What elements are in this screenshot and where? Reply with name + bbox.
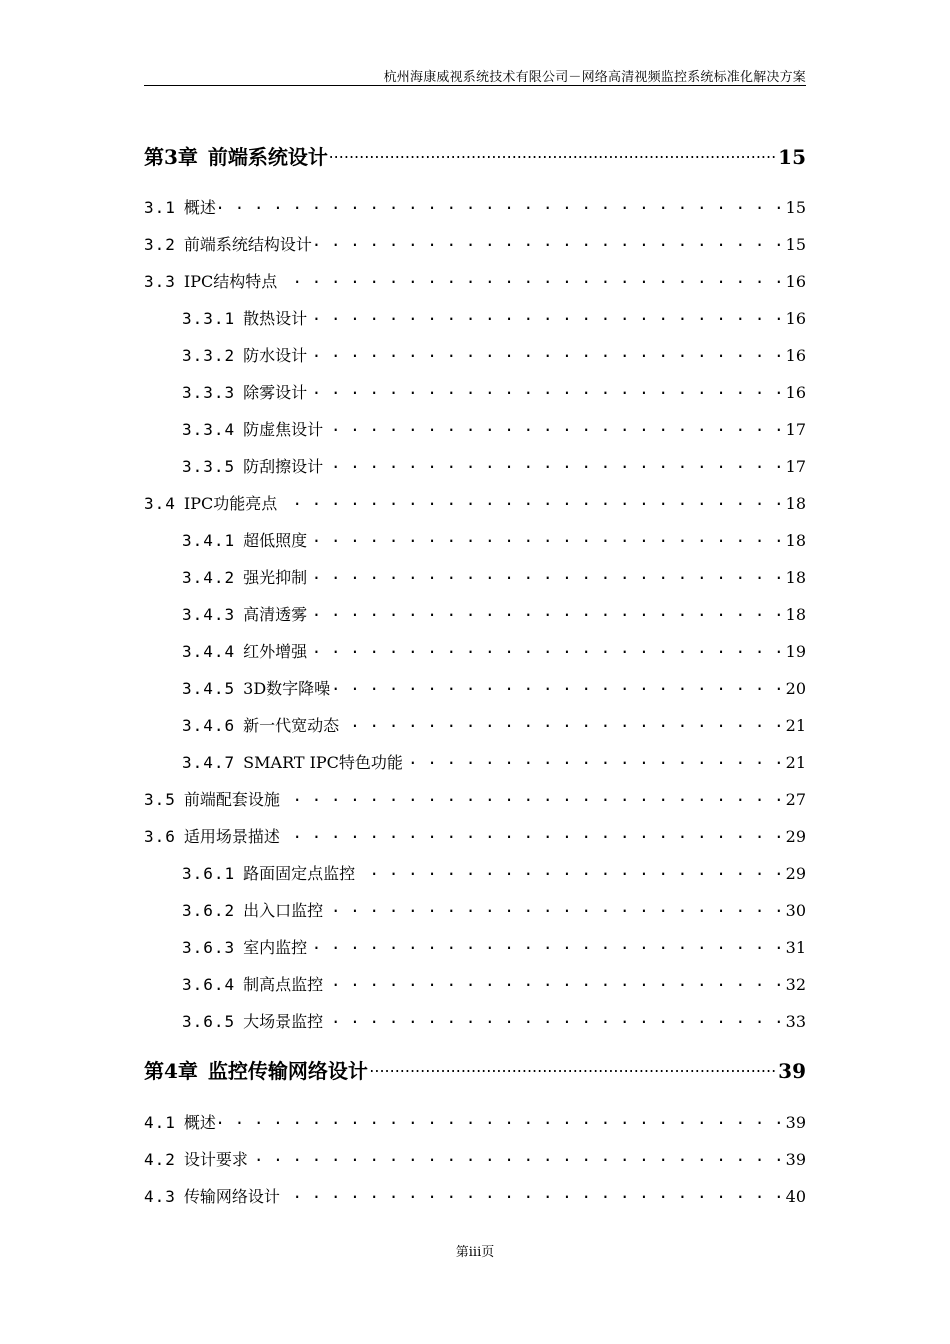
- toc-entry-number: 3.4.5: [182, 679, 236, 698]
- toc-dot-leader: [218, 197, 784, 213]
- toc-entry-subsection[interactable]: [182, 306, 806, 330]
- toc-entry-page-number: 18: [785, 568, 806, 587]
- toc-entry-page-number: 32: [785, 975, 806, 994]
- toc-dot-leader: [309, 604, 783, 620]
- toc-dot-leader: [309, 530, 783, 546]
- toc-entry-subsection[interactable]: [182, 898, 806, 922]
- header-divider: [144, 85, 806, 86]
- toc-dot-leader: [370, 1058, 776, 1078]
- toc-entry-page-number: 30: [785, 901, 806, 920]
- toc-entry-title: 超低照度: [243, 531, 308, 550]
- toc-entry-number: 3.4.7: [182, 753, 236, 772]
- toc-entry-chapter[interactable]: [144, 141, 806, 171]
- toc-entry-page-number: 18: [785, 531, 806, 550]
- toc-entry-section[interactable]: [144, 1147, 806, 1171]
- toc-entry-page-number: 21: [785, 716, 806, 735]
- toc-entry-title: 监控传输网络设计: [207, 1059, 368, 1083]
- toc-entry-number: 3.6.1: [182, 864, 236, 883]
- toc-entry-title: 前端系统结构设计: [183, 235, 312, 254]
- toc-dot-leader: [279, 493, 783, 509]
- toc-entry-subsection[interactable]: [182, 454, 806, 478]
- toc-entry-title: 防刮擦设计: [243, 457, 324, 476]
- toc-entry-page-number: 39: [785, 1113, 806, 1132]
- toc-dot-leader: [309, 937, 783, 953]
- toc-entry-page-number: 27: [785, 790, 806, 809]
- toc-entry-title: SMART IPC特色功能: [243, 753, 403, 772]
- page-number-footer: 第iii页: [455, 1245, 495, 1260]
- toc-entry-page-number: 33: [785, 1012, 806, 1031]
- toc-entry-number: 4.1: [144, 1113, 176, 1132]
- toc-dot-leader: [250, 1149, 784, 1165]
- toc-dot-leader: [325, 900, 783, 916]
- toc-entry-section[interactable]: [144, 232, 806, 256]
- toc-dot-leader: [282, 826, 784, 842]
- toc-entry-page-number: 15: [785, 198, 806, 217]
- toc-entry-page-number: 16: [785, 383, 806, 402]
- toc-entry-subsection[interactable]: [182, 528, 806, 552]
- toc-entry-title: IPC结构特点: [183, 272, 278, 291]
- toc-entry-number: 3.4.6: [182, 716, 236, 735]
- toc-entry-subsection[interactable]: [182, 935, 806, 959]
- toc-entry-page-number: 16: [785, 309, 806, 328]
- toc-dot-leader: [325, 974, 783, 990]
- toc-entry-subsection[interactable]: [182, 972, 806, 996]
- toc-entry-subsection[interactable]: [182, 602, 806, 626]
- toc-entry-number: 3.3.1: [182, 309, 236, 328]
- toc-dot-leader: [341, 715, 783, 731]
- toc-entry-title: 概述: [183, 198, 216, 217]
- toc-entry-chapter[interactable]: [144, 1055, 806, 1085]
- toc-dot-leader: [282, 789, 784, 805]
- toc-entry-page-number: 29: [785, 864, 806, 883]
- toc-entry-title: 传输网络设计: [183, 1187, 280, 1206]
- toc-entry-section[interactable]: [144, 824, 806, 848]
- toc-dot-leader: [218, 1112, 784, 1128]
- toc-entry-number: 3.6.5: [182, 1012, 236, 1031]
- toc-entry-title: IPC功能亮点: [183, 494, 278, 513]
- toc-entry-page-number: 16: [785, 272, 806, 291]
- toc-entry-subsection[interactable]: [182, 565, 806, 589]
- toc-entry-page-number: 15: [785, 235, 806, 254]
- toc-entry-number: 3.2: [144, 235, 176, 254]
- toc-entry-section[interactable]: [144, 269, 806, 293]
- toc-entry-page-number: 21: [785, 753, 806, 772]
- toc-dot-leader: [309, 567, 783, 583]
- toc-entry-number: 3.3.3: [182, 383, 236, 402]
- toc-entry-number: 第4章: [144, 1059, 198, 1083]
- toc-entry-subsection[interactable]: [182, 676, 806, 700]
- toc-entry-subsection[interactable]: [182, 343, 806, 367]
- toc-entry-number: 3.4.2: [182, 568, 236, 587]
- toc-entry-title: 前端系统设计: [207, 145, 328, 169]
- toc-dot-leader: [330, 144, 776, 164]
- toc-entry-number: 3.3.4: [182, 420, 236, 439]
- toc-entry-subsection[interactable]: [182, 713, 806, 737]
- toc-entry-subsection[interactable]: [182, 861, 806, 885]
- toc-entry-section[interactable]: [144, 1110, 806, 1134]
- toc-entry-number: 3.6.4: [182, 975, 236, 994]
- toc-entry-number: 3.4.4: [182, 642, 236, 661]
- toc-dot-leader: [357, 863, 783, 879]
- toc-entry-title: 除雾设计: [243, 383, 308, 402]
- toc-entry-page-number: 17: [785, 457, 806, 476]
- toc-entry-title: 强光抑制: [243, 568, 308, 587]
- toc-dot-leader: [325, 456, 783, 472]
- toc-entry-number: 3.4.1: [182, 531, 236, 550]
- toc-entry-title: 制高点监控: [243, 975, 324, 994]
- toc-entry-page-number: 40: [785, 1187, 806, 1206]
- toc-entry-title: 室内监控: [243, 938, 308, 957]
- toc-dot-leader: [309, 641, 783, 657]
- toc-entry-title: 大场景监控: [243, 1012, 324, 1031]
- toc-entry-number: 3.3.5: [182, 457, 236, 476]
- toc-entry-page-number: 31: [785, 938, 806, 957]
- toc-entry-title: 防水设计: [243, 346, 308, 365]
- toc-entry-page-number: 20: [785, 679, 806, 698]
- toc-entry-subsection[interactable]: [182, 417, 806, 441]
- toc-entry-title: 路面固定点监控: [243, 864, 356, 883]
- toc-entry-subsection[interactable]: [182, 1009, 806, 1033]
- toc-entry-page-number: 15: [778, 145, 806, 169]
- toc-entry-number: 4.3: [144, 1187, 176, 1206]
- toc-entry-subsection[interactable]: [182, 750, 806, 774]
- toc-entry-number: 3.5: [144, 790, 176, 809]
- toc-entry-subsection[interactable]: [182, 639, 806, 663]
- toc-entry-title: 红外增强: [243, 642, 308, 661]
- toc-entry-number: 3.4: [144, 494, 176, 513]
- toc-entry-number: 第3章: [144, 145, 198, 169]
- running-header: 杭州海康威视系统技术有限公司－网络高清视频监控系统标准化解决方案: [383, 70, 806, 85]
- toc-entry-title: 高清透雾: [243, 605, 308, 624]
- toc-entry-page-number: 29: [785, 827, 806, 846]
- toc-entry-page-number: 19: [785, 642, 806, 661]
- toc-dot-leader: [332, 678, 783, 694]
- toc-entry-section[interactable]: [144, 195, 806, 219]
- toc-entry-number: 3.3: [144, 272, 176, 291]
- toc-entry-section[interactable]: [144, 787, 806, 811]
- toc-dot-leader: [314, 234, 784, 250]
- toc-entry-title: 概述: [183, 1113, 216, 1132]
- toc-entry-title: 前端配套设施: [183, 790, 280, 809]
- toc-dot-leader: [325, 419, 783, 435]
- toc-entry-page-number: 18: [785, 494, 806, 513]
- toc-entry-page-number: 16: [785, 346, 806, 365]
- toc-entry-title: 新一代宽动态: [243, 716, 340, 735]
- toc-entry-number: 3.6.3: [182, 938, 236, 957]
- toc-entry-title: 散热设计: [243, 309, 308, 328]
- toc-entry-number: 4.2: [144, 1150, 176, 1169]
- toc-entry-title: 出入口监控: [243, 901, 324, 920]
- toc-entry-page-number: 18: [785, 605, 806, 624]
- toc-entry-number: 3.6: [144, 827, 176, 846]
- toc-entry-page-number: 17: [785, 420, 806, 439]
- toc-entry-title: 3D数字降噪: [243, 679, 331, 698]
- toc-entry-number: 3.3.2: [182, 346, 236, 365]
- toc-entry-number: 3.4.3: [182, 605, 236, 624]
- toc-entry-page-number: 39: [778, 1059, 806, 1083]
- toc-dot-leader: [325, 1011, 783, 1027]
- toc-dot-leader: [309, 382, 783, 398]
- toc-dot-leader: [309, 308, 783, 324]
- toc-entry-number: 3.6.2: [182, 901, 236, 920]
- toc-dot-leader: [405, 752, 784, 768]
- toc-entry-section[interactable]: [144, 1184, 806, 1208]
- toc-dot-leader: [282, 1186, 784, 1202]
- toc-entry-number: 3.1: [144, 198, 176, 217]
- toc-entry-page-number: 39: [785, 1150, 806, 1169]
- toc-dot-leader: [309, 345, 783, 361]
- toc-entry-title: 设计要求: [183, 1150, 248, 1169]
- toc-dot-leader: [279, 271, 783, 287]
- toc-entry-title: 防虚焦设计: [243, 420, 324, 439]
- toc-entry-title: 适用场景描述: [183, 827, 280, 846]
- toc-entry-subsection[interactable]: [182, 380, 806, 404]
- toc-entry-section[interactable]: [144, 491, 806, 515]
